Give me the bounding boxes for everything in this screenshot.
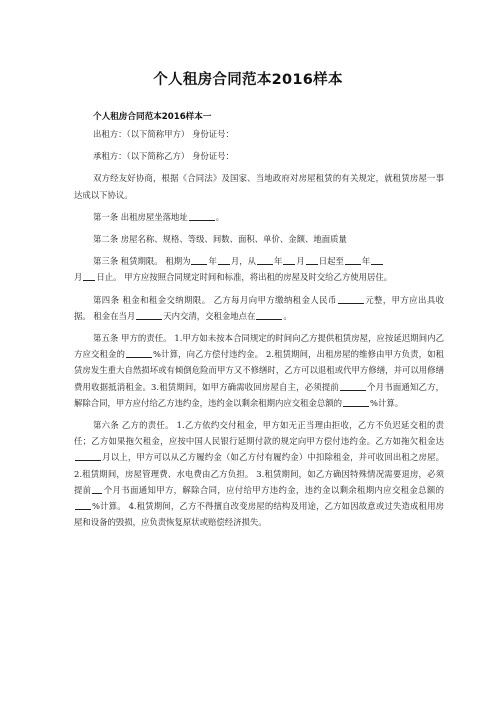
end-year-blank — [345, 255, 361, 265]
article-5-text: %计算，向乙方偿付违约金。 2.租赁期间，出租房屋的维修由甲方负责，如租赁房发生重大自然损坏或有倾倒危险而甲方又不修缮时，乙方可以退租或代甲方修缮，并可以用修缮费用收据抵消租金。3.租赁期间，如甲方确需收回房屋自主，必须提前 — [74, 349, 445, 392]
article-3-text: 月，从 — [230, 256, 256, 267]
penalty-percent-blank — [75, 500, 91, 510]
address-blank — [189, 211, 215, 221]
start-day-blank — [306, 255, 318, 265]
rent-amount-blank — [338, 294, 364, 304]
arrears-months-blank — [75, 451, 101, 461]
article-5 — [74, 330, 444, 411]
article-5-text: 第五条 甲方的责任。 1.甲方如未按本合同规定的时间向乙方提供租赁房屋，应按延迟期间内乙方应交租金的 — [74, 333, 444, 360]
end-day-blank — [83, 271, 95, 281]
document-subtitle: 个人租房合同范本2016样本一 — [93, 112, 212, 122]
article-4-text: 元整，甲方应出具收据。 租金在当月 — [74, 294, 445, 321]
article-1-end: 。 — [215, 211, 225, 222]
payment-days-blank — [136, 310, 162, 320]
article-3-text: 第三条 租赁期限。 租期为 — [93, 256, 191, 267]
document-body — [74, 126, 444, 536]
notice-months-blank — [340, 381, 366, 391]
penalty-percent-blank — [343, 397, 369, 407]
intro-paragraph: 双方经友好协商，根据《合同法》及国家、当地政府对房屋租赁的有关规定，就租赁房屋一事达成以下协议。 — [74, 173, 444, 200]
article-4 — [74, 292, 444, 324]
article-3-text: 日起至 — [318, 256, 344, 267]
lessor-line: 出租方：（以下简称甲方） 身份证号： — [93, 129, 234, 139]
article-3-text: 月 — [296, 256, 305, 267]
article-3-text: 年 — [361, 256, 371, 267]
article-6-text: %计算。 4.租赁期间，乙方不得擅自改变房屋的结构及用途，乙方如因故意或过失造成租用房屋和设备的毁损，应负责恢复原状或赔偿经济损失。 — [74, 501, 444, 528]
article-4-text: 天内交清，交租金地点在 — [163, 310, 256, 321]
article-4-text: 第四条 租金和租金交纳期限。 乙方每月向甲方缴纳租金人民币 — [93, 294, 337, 305]
article-3 — [74, 253, 444, 285]
late-penalty-percent-blank — [126, 348, 152, 358]
article-2: 第二条 房屋名称、规格、等级、间数、面积、单价、金额、地面质量 — [93, 234, 347, 245]
article-6-text: 月以上，甲方可以从乙方履约金（如乙方付有履约金）中扣除租金，并可收回出租之房屋。 2.租赁期间，房屋管理费、水电费由乙方负担。 3.租赁期间，如乙方确因特殊情况需要退房，必须提前 — [74, 452, 444, 495]
term-months-blank — [218, 255, 230, 265]
term-years-blank — [191, 255, 207, 265]
article-3-text: 月 — [74, 272, 83, 283]
document-title: 个人租房合同范本2016样本 — [153, 72, 343, 88]
lessee-line: 承租方：（以下简称乙方） 身份证号： — [93, 151, 234, 162]
article-4-text: 。 — [283, 310, 292, 321]
article-5-text: %计算。 — [370, 397, 404, 408]
article-1-text: 第一条 出租房屋坐落地址 — [93, 211, 188, 222]
article-3-text: 年 — [208, 256, 217, 267]
article-3-text: 日止。 甲方应按照合同规定时间和标准，将出租的房屋及时交给乙方使用居住。 — [96, 272, 393, 283]
notice-months-blank — [92, 484, 102, 494]
start-year-blank — [257, 255, 273, 265]
article-5-text: 个月书面通知乙方，解除合同，甲方应付给乙方违约金，违约金以剩余租期内应交租金总额的 — [74, 381, 445, 408]
article-6-text: 第六条 乙方的责任。 1.乙方依约交付租金，甲方如无正当理由拒收，乙方不负迟延交租的责任；乙方如果拖欠租金，应按中国人民银行延期付款的规定向甲方偿付违约金。乙方如拖欠租金达 — [74, 420, 444, 447]
article-6 — [74, 417, 444, 530]
article-3-text: 年 — [273, 256, 283, 267]
end-month-blank — [371, 255, 383, 265]
payment-place-blank — [256, 310, 282, 320]
article-6-text: 个月书面通知甲方，解除合同，应付给甲方违约金，违约金以剩余租期内应交租金总额的 — [103, 484, 445, 495]
start-month-blank — [283, 255, 295, 265]
article-1 — [74, 209, 444, 225]
